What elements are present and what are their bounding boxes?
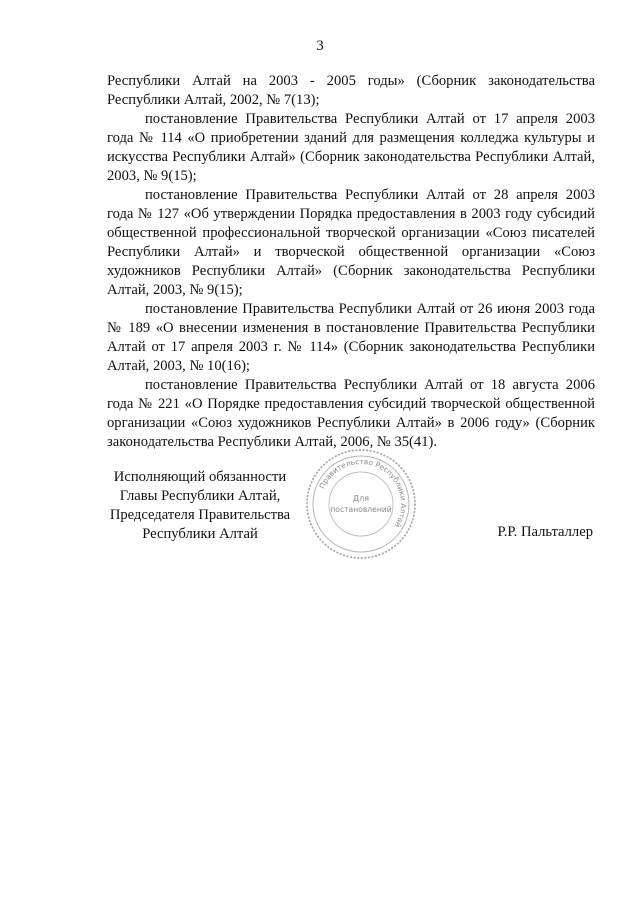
seal-center-line-2: постановлений	[330, 505, 392, 514]
seal-inner-ring	[329, 472, 393, 536]
seal-center-line-1: Для	[352, 494, 370, 503]
paragraph-1: Республики Алтай на 2003 - 2005 годы» (Сборник законодательства Республики Алтай, 2002, № 7(13);	[107, 73, 595, 108]
document-body	[107, 72, 595, 452]
seal-ring-text: Правительство Республики Алтай	[317, 456, 409, 529]
signature-title-block	[100, 468, 300, 544]
seal-outer-ring	[307, 450, 415, 558]
seal-middle-ring	[313, 456, 409, 552]
signer-name: Р.Р. Пальталлер	[497, 524, 593, 540]
signature-title-line-2: Главы Республики Алтай,	[119, 488, 281, 504]
signature-title-line-1: Исполняющий обязанности	[113, 469, 287, 485]
official-seal-stamp	[304, 447, 418, 561]
paragraph-5: постановление Правительства Республики Алтай от 18 августа 2006 года № 221 «О Порядке предоставления субсидий творческой общественной организации «Союз художников Республики Алтай» в 2006 году» (Сборник законодательства Республики Алтай, 2006, № 35(41).	[107, 377, 595, 450]
signature-title-line-4: Республики Алтай	[142, 526, 258, 542]
page-number: 3	[316, 38, 324, 54]
paragraph-2: постановление Правительства Республики Алтай от 17 апреля 2003 года № 114 «О приобретении зданий для размещения колледжа культуры и искусства Республики Алтай» (Сборник законодательства Республики Алтай, 2003, № 9(15);	[107, 111, 595, 184]
seal-graphic	[304, 447, 418, 561]
signature-title-line-3: Председателя Правительства	[109, 507, 291, 523]
paragraph-4: постановление Правительства Республики Алтай от 26 июня 2003 года № 189 «О внесении изменения в постановление Правительства Республики Алтай от 17 апреля 2003 г. № 114» (Сборник законодательства Республики Алтай, 2003, № 10(16);	[107, 301, 595, 374]
paragraph-3: постановление Правительства Республики Алтай от 28 апреля 2003 года № 127 «Об утверждении Порядка предоставления в 2003 году субсидий общественной профессиональной творческой организации «Союз писателей Республики Алтай» и творческой общественной организации «Союз художников Республики Алтай» (Сборник законодательства Республики Алтай, 2003, № 9(15);	[107, 187, 595, 298]
